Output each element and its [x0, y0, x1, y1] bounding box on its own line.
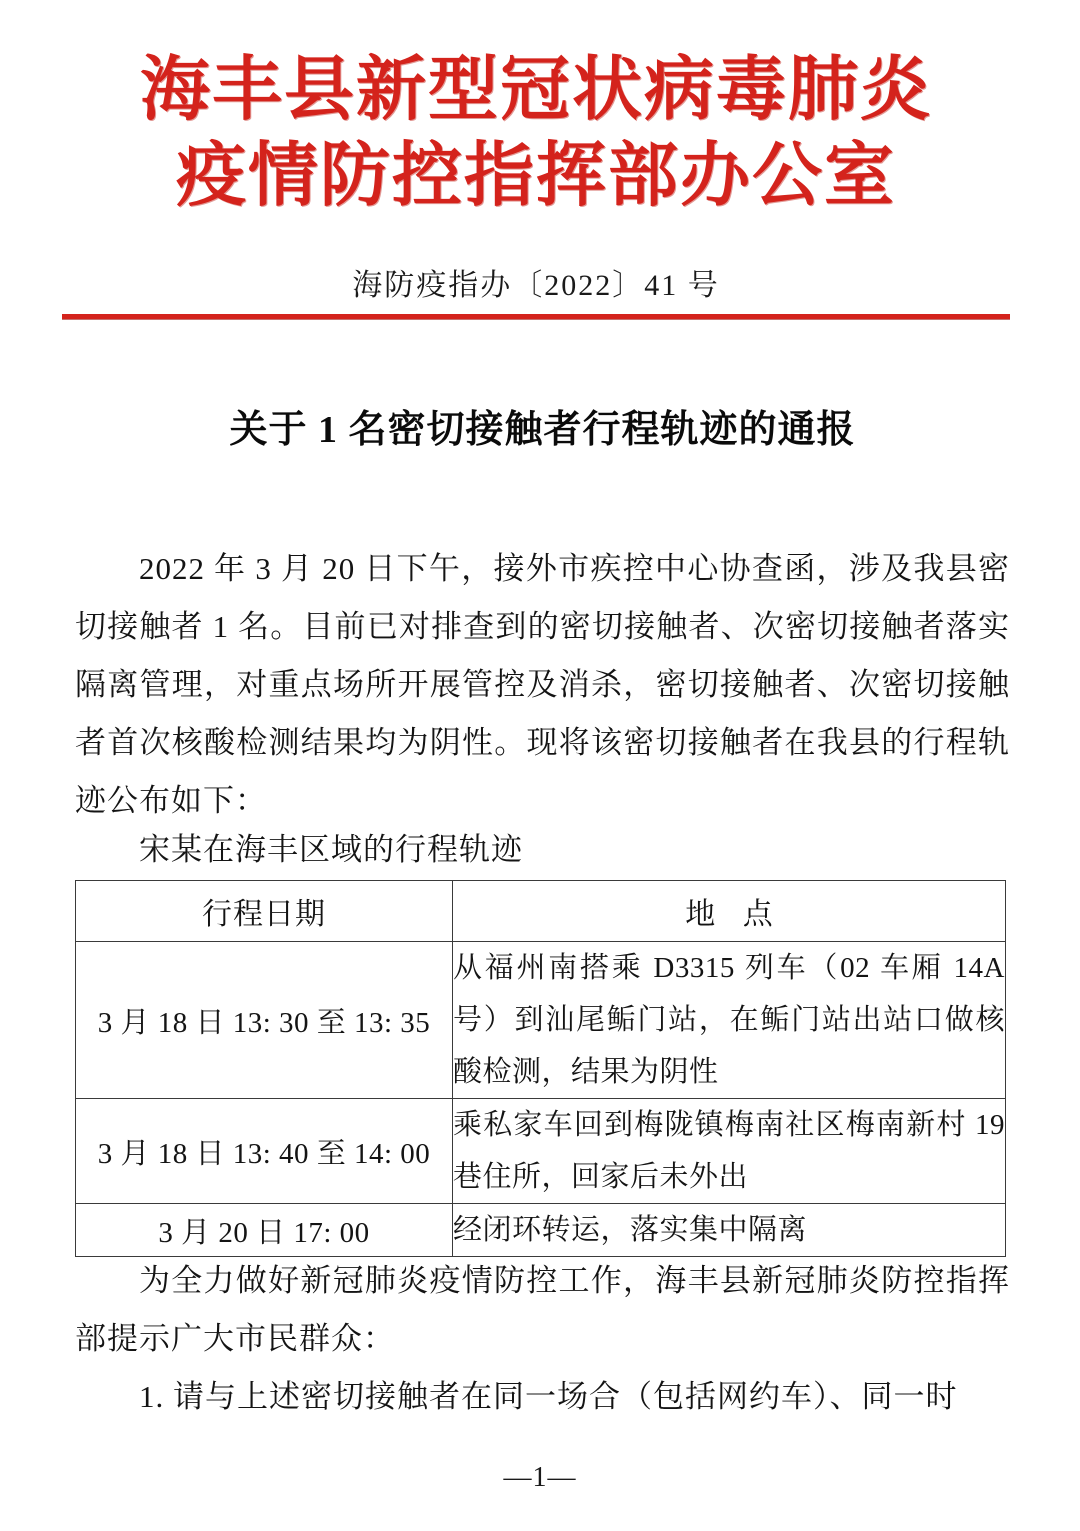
document-serial-number: 海防疫指办〔2022〕41 号 — [352, 269, 720, 302]
table-row — [76, 1204, 1006, 1257]
table-row — [76, 942, 1006, 1099]
table-row — [76, 1099, 1006, 1204]
closing-paragraph: 为全力做好新冠肺炎疫情防控工作，海丰县新冠肺炎防控指挥部提示广大市民群众： — [75, 1263, 1010, 1356]
cell-date: 3 月 18 日 13: 40 至 14: 00 — [76, 1099, 453, 1204]
trajectory-table — [75, 880, 1006, 1257]
table-caption: 宋某在海丰区域的行程轨迹 — [139, 832, 523, 867]
masthead-line-1: 海丰县新型冠状病毒肺炎 — [140, 52, 932, 129]
red-divider-rule — [62, 314, 1010, 319]
cell-date: 3 月 20 日 17: 00 — [76, 1204, 453, 1257]
cell-date: 3 月 18 日 13: 30 至 13: 35 — [76, 942, 453, 1099]
cell-place: 经闭环转运，落实集中隔离 — [453, 1204, 1006, 1257]
masthead — [62, 48, 1010, 220]
table-header-row — [76, 881, 1006, 942]
notice-item-1: 1. 请与上述密切接触者在同一场合（包括网约车）、同一时 — [139, 1379, 958, 1414]
masthead-line-2: 疫情防控指挥部办公室 — [176, 138, 896, 215]
column-header-place: 地 点 — [453, 881, 1006, 942]
page-number-footer: —1— — [503, 1462, 577, 1493]
cell-place: 从福州南搭乘 D3315 列车（02 车厢 14A 号）到汕尾鲘门站，在鲘门站出站口做核酸检测，结果为阴性 — [453, 942, 1006, 1099]
intro-paragraph: 2022 年 3 月 20 日下午，接外市疾控中心协查函，涉及我县密切接触者 1 名。目前已对排查到的密切接触者、次密切接触者落实隔离管理，对重点场所开展管控及消杀，密切接触者、次密切接触者首次核酸检测结果均为阴性。现将该密切接触者在我县的行程轨迹公布如下： — [75, 551, 1010, 818]
column-header-date: 行程日期 — [76, 881, 453, 942]
cell-place: 乘私家车回到梅陇镇梅南社区梅南新村 19 巷住所，回家后未外出 — [453, 1099, 1006, 1204]
page-title: 关于 1 名密切接触者行程轨迹的通报 — [229, 409, 856, 451]
